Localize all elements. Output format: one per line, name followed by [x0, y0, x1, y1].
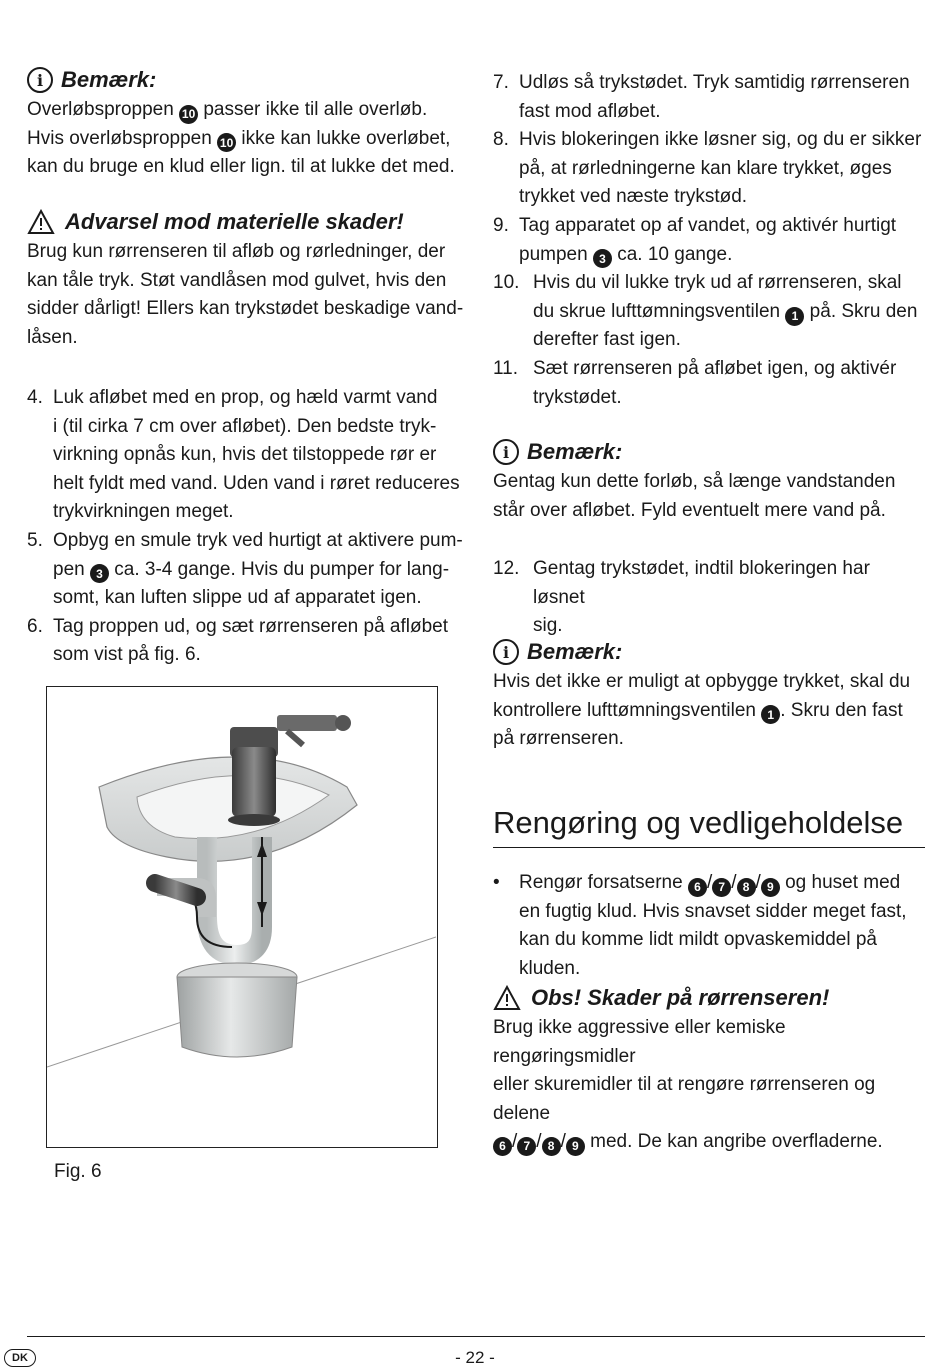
- step-text: [53, 384, 467, 527]
- steps-7-11: [493, 69, 925, 412]
- note-bemaerk-1: [27, 64, 467, 182]
- step-item: [493, 555, 925, 641]
- note-title: Bemærk:: [527, 439, 623, 464]
- step-item: [493, 269, 925, 355]
- step-number: 7.: [493, 72, 509, 93]
- text-line: sidder dårligt! Ellers kan trykstødet beskadige vand-: [27, 298, 464, 320]
- note-bemaerk-2: [493, 436, 925, 525]
- note-title: Bemærk:: [61, 67, 157, 92]
- text-line: Gentag kun dette forløb, så længe vandstanden: [493, 471, 896, 492]
- text-line: kan tåle tryk. Støt vandlåsen mod gulvet, hvis den: [27, 269, 447, 291]
- text-line: kan du bruge en klud eller lign. til at lukke det med.: [27, 156, 455, 178]
- note-text: [27, 96, 467, 182]
- text-line: en fugtig klud. Hvis snavset sidder meget fast,: [519, 900, 907, 922]
- part-number-badge: 1: [785, 307, 804, 326]
- text-line: på, at rørledningerne kan klare trykket, øges: [519, 157, 892, 179]
- part-number-badge: 3: [90, 564, 109, 583]
- text-line: Udløs så trykstødet. Tryk samtidig rørrenseren: [519, 72, 910, 93]
- figure-6-illustration: [46, 686, 438, 1148]
- text-line: kontrollere lufttømningsventilen 1 . Skru den fast: [493, 697, 925, 726]
- step-number: 8.: [493, 129, 509, 151]
- part-number-badge: 6: [688, 878, 707, 897]
- step-text: [533, 355, 925, 412]
- text-line: sig.: [533, 615, 563, 637]
- step-number: 6.: [27, 615, 43, 637]
- footer-divider: [27, 1336, 925, 1337]
- step-number: 11.: [493, 357, 519, 379]
- caption-fig6: Fig. 6: [54, 1161, 102, 1182]
- step-item: [493, 212, 925, 269]
- cleaning-bullet: • Rengør forsatserne 6 / 7 / 8 / 9 og huset med en fugtig klud. Hvis snavset sidder meget fast, kan du komme lidt mildt opvaskemiddel på kluden.: [493, 869, 925, 983]
- part-number-badge: 10: [179, 105, 198, 124]
- note-text: [493, 668, 925, 754]
- warning-triangle-icon: [493, 985, 521, 1011]
- text-line: somt, kan luften slippe ud af apparatet igen.: [53, 587, 422, 609]
- note-bemaerk-3: [493, 636, 925, 754]
- step-number: 12.: [493, 558, 520, 579]
- part-number-badge: 10: [217, 133, 236, 152]
- section-title: Rengøring og vedligeholdelse: [493, 805, 904, 840]
- text-line: står over afløbet. Fyld eventuelt mere vand på.: [493, 499, 886, 521]
- text-line: Rengør forsatserne 6 / 7 / 8 / 9 og huset med: [519, 869, 925, 898]
- note-title: Bemærk:: [527, 639, 623, 664]
- text-line: Overløbsproppen 10 passer ikke til alle overløb.: [27, 96, 467, 125]
- text-line: pumpen 3 ca. 10 gange.: [519, 241, 925, 270]
- country-badge: DK: [4, 1349, 36, 1367]
- text-line: kan du komme lidt mildt opvaskemiddel på kluden.: [519, 929, 878, 979]
- part-number-badge: 1: [761, 705, 780, 724]
- step-item: [493, 355, 925, 412]
- text-line: Hvis overløbsproppen 10 ikke kan lukke overløbet,: [27, 125, 467, 154]
- section-divider: [493, 847, 925, 848]
- step-item: [493, 69, 925, 126]
- text-line: Brug kun rørrenseren til afløb og rørledninger, der: [27, 241, 446, 262]
- step-text: [53, 613, 467, 670]
- steps-4-6: [27, 384, 467, 670]
- warning-title: Obs! Skader på rørrenseren!: [531, 985, 830, 1010]
- step-item: [493, 126, 925, 212]
- info-icon: i: [493, 439, 519, 465]
- text-line: som vist på fig. 6.: [53, 644, 201, 666]
- text-line: derefter fast igen.: [533, 329, 681, 351]
- warning-triangle-icon: [27, 209, 55, 235]
- info-icon: i: [27, 67, 53, 93]
- warning-cleaner-damage: [493, 982, 925, 1157]
- step-item: [27, 613, 467, 670]
- step-12: [493, 555, 925, 641]
- text-line: Gentag trykstødet, indtil blokeringen har løsnet: [533, 558, 870, 608]
- step-text: [53, 527, 467, 613]
- text-line: i (til cirka 7 cm over afløbet). Den bedste tryk-: [53, 415, 437, 437]
- part-number-badge: 9: [566, 1137, 585, 1156]
- text-line: Opbyg en smule tryk ved hurtigt at aktivere pum-: [53, 529, 463, 551]
- text-line: trykstødet.: [533, 386, 622, 408]
- step-number: 4.: [27, 387, 43, 408]
- step-number: 10.: [493, 272, 520, 294]
- step-item: [27, 384, 467, 527]
- part-number-badge: 3: [593, 249, 612, 268]
- note-text: [493, 468, 925, 525]
- part-number-badge: 9: [761, 878, 780, 897]
- text-line: trykvirkningen meget.: [53, 501, 234, 523]
- drain-cleaner-illustration: [47, 687, 436, 1146]
- text-line: 6 / 7 / 8 / 9 med. De kan angribe overfladerne.: [493, 1128, 925, 1157]
- warning-material-damage: [27, 206, 467, 352]
- page-number: - 22 -: [455, 1348, 495, 1367]
- warning-text: [27, 238, 467, 352]
- text-line: Tag apparatet op af vandet, og aktivér hurtigt: [519, 214, 897, 236]
- text-line: Hvis det ikke er muligt at opbygge trykket, skal du: [493, 671, 911, 692]
- text-line: på rørrenseren.: [493, 728, 624, 750]
- step-number: 5.: [27, 529, 43, 551]
- text-line: trykket ved næste trykstød.: [519, 186, 748, 208]
- text-line: pen 3 ca. 3-4 gange. Hvis du pumper for lang-: [53, 556, 467, 585]
- bullet-text: [519, 869, 925, 983]
- part-number-badge: 8: [737, 878, 756, 897]
- text-line: Tag proppen ud, og sæt rørrenseren på afløbet: [53, 615, 449, 637]
- text-line: Hvis du vil lukke tryk ud af rørrenseren, skal: [533, 272, 902, 294]
- text-line: fast mod afløbet.: [519, 100, 661, 122]
- step-text: [519, 212, 925, 269]
- part-number-badge: 6: [493, 1137, 512, 1156]
- step-text: [519, 69, 925, 126]
- text-line: helt fyldt med vand. Uden vand i røret reduceres: [53, 472, 460, 494]
- text-line: Hvis blokeringen ikke løsner sig, og du er sikker: [519, 129, 922, 151]
- text-line: Sæt rørrenseren på afløbet igen, og aktivér: [533, 357, 897, 379]
- text-line: virkning opnås kun, hvis det tilstoppede rør er: [53, 444, 437, 466]
- step-number: 9.: [493, 214, 509, 236]
- part-number-badge: 7: [712, 878, 731, 897]
- warning-text: [493, 1014, 925, 1157]
- step-item: [27, 527, 467, 613]
- text-line: Luk afløbet med en prop, og hæld varmt vand: [53, 387, 438, 408]
- text-line: Brug ikke aggressive eller kemiske rengøringsmidler: [493, 1017, 786, 1067]
- warning-title: Advarsel mod materielle skader!: [65, 209, 404, 234]
- part-number-badge: 8: [542, 1137, 561, 1156]
- step-text: [519, 126, 925, 212]
- text-line: eller skuremidler til at rengøre rørrenseren og delene: [493, 1074, 876, 1124]
- part-number-badge: 7: [517, 1137, 536, 1156]
- step-text: [533, 555, 925, 641]
- info-icon: i: [493, 639, 519, 665]
- text-line: låsen.: [27, 326, 78, 348]
- step-text: [533, 269, 925, 355]
- text-line: du skrue lufttømningsventilen 1 på. Skru den: [533, 298, 925, 327]
